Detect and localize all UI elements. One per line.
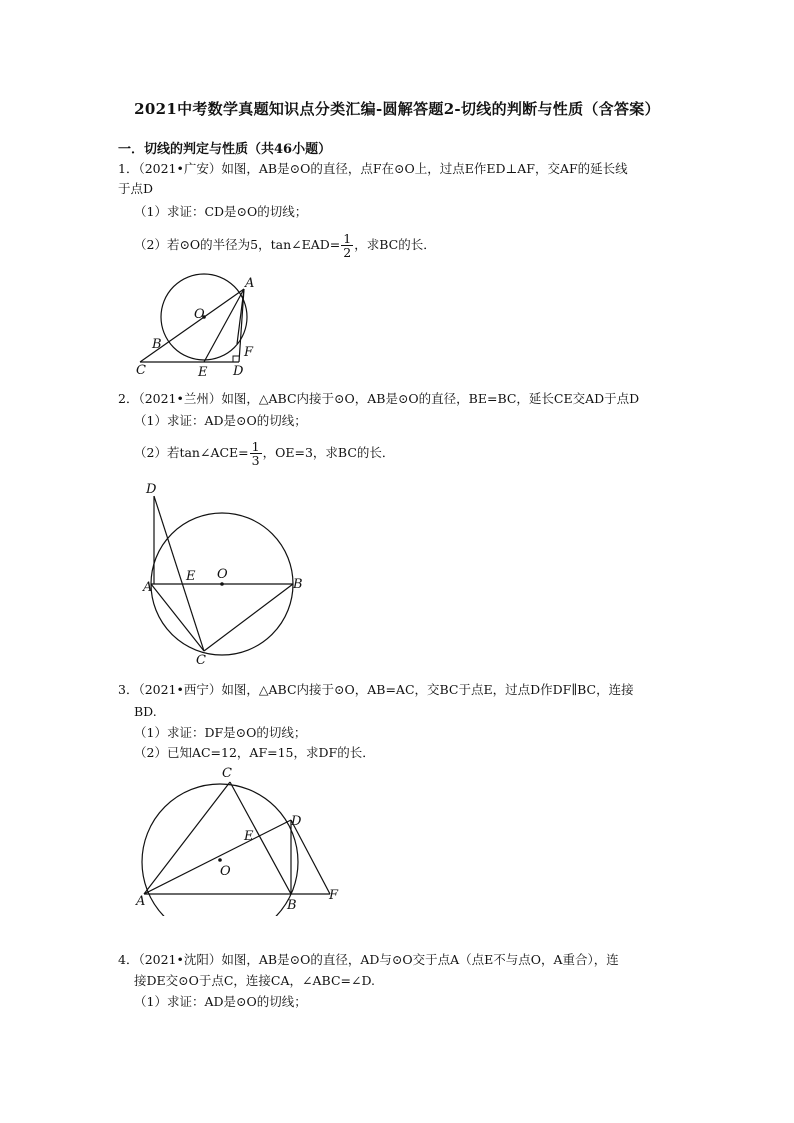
fig2-label-a: A [143, 580, 153, 595]
problem-4-line-1: 4．（2021•沈阳）如图，AB是⊙O的直径，AD与⊙O交于点A（点E不与点O，A重合），连 [118, 952, 619, 967]
figure-3 [134, 762, 346, 916]
fig1-label-d: D [233, 364, 244, 379]
fig2-label-d: D [146, 482, 157, 497]
fraction: $\frac{1}{3}$ [251, 439, 260, 468]
fig2-label-e: E [186, 569, 196, 584]
fraction: $\frac{1}{2}$ [343, 231, 352, 260]
fig1-label-f: F [244, 345, 254, 360]
fig3-label-f: F [329, 888, 339, 903]
document-title: 2021中考数学真题知识点分类汇编-圆解答题2-切线的判断与性质（含答案） [134, 100, 660, 118]
problem-3-line-1: 3．（2021•西宁）如图，△ABC内接于⊙O，AB=AC，交BC于点E，过点D作DF∥BC，连接 [118, 682, 634, 697]
problem-2-part-1: （1）求证：AD是⊙O的切线； [134, 413, 307, 428]
problem-1-part-1: （1）求证：CD是⊙O的切线； [134, 204, 308, 219]
section-heading: 一．切线的判定与性质（共46小题） [118, 142, 332, 157]
fig3-label-e: E [244, 829, 254, 844]
problem-1-line-2: 于点D [118, 181, 154, 196]
problem-1-part-2: （2）若⊙O的半径为5，tan∠EAD= $\frac{1}{2}$ ，求BC的长． [134, 231, 436, 260]
fig1-label-o: O [194, 307, 205, 322]
fig1-label-a: A [245, 276, 255, 291]
fig1-label-c: C [136, 363, 146, 378]
fig3-label-b: B [287, 898, 297, 913]
fig3-label-o: O [220, 864, 231, 879]
fig1-label-b: B [152, 337, 162, 352]
problem-3-line-2: BD. [134, 704, 157, 719]
problem-2-part-2: （2）若tan∠ACE= $\frac{1}{3}$ ，OE=3，求BC的长． [134, 439, 395, 468]
problem-4-part-1: （1）求证：AD是⊙O的切线； [134, 994, 307, 1009]
fig1-label-e: E [198, 365, 208, 380]
fig2-label-o: O [217, 567, 228, 582]
fig3-label-d: D [291, 814, 302, 829]
problem-3-part-2: （2）已知AC=12，AF=15，求DF的长． [134, 745, 375, 760]
problem-1-line-1: 1．（2021•广安）如图，AB是⊙O的直径，点F在⊙O上，过点E作ED⊥AF，交AF的延长线 [118, 161, 628, 176]
figure-1 [132, 272, 272, 380]
fig3-label-a: A [136, 894, 146, 909]
fig2-label-c: C [196, 653, 206, 668]
problem-3-part-1: （1）求证：DF是⊙O的切线； [134, 725, 307, 740]
figure-2 [138, 478, 310, 670]
problem-2-line-1: 2．（2021•兰州）如图，△ABC内接于⊙O，AB是⊙O的直径，BE=BC，延长CE交AD于点D [118, 391, 640, 406]
fig3-label-c: C [222, 766, 232, 781]
fig2-label-b: B [293, 577, 303, 592]
problem-4-line-2: 接DE交⊙O于点C，连接CA，∠ABC=∠D. [134, 973, 376, 988]
